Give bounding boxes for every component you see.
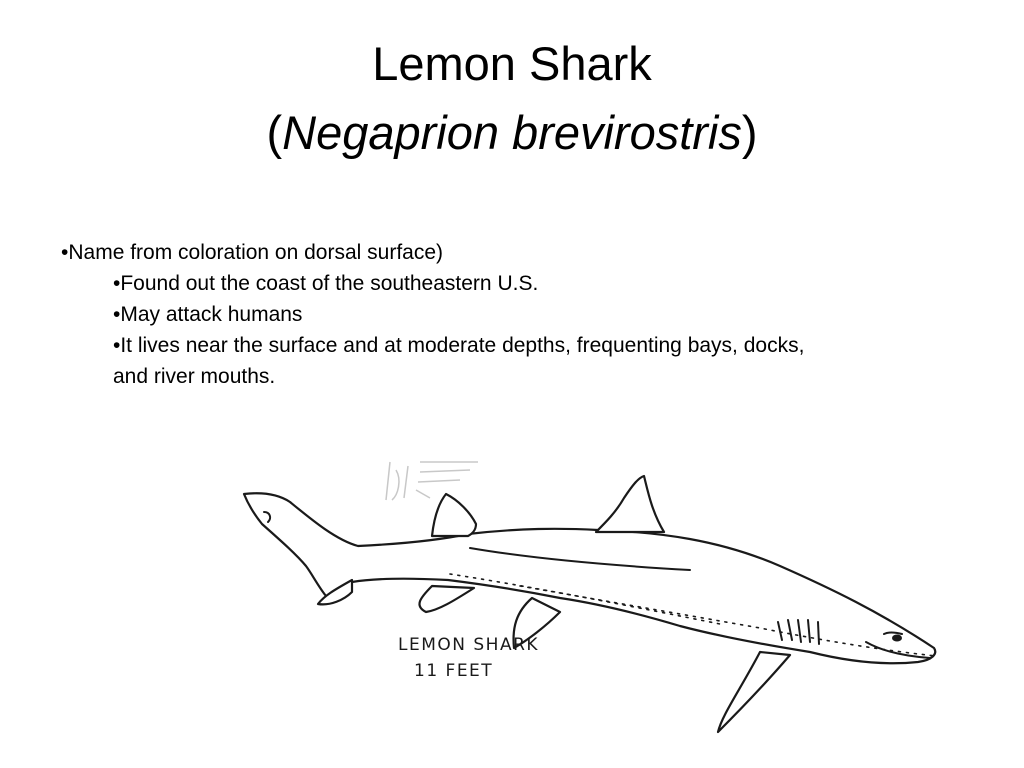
- illustration-label: LEMON SHARK: [398, 635, 540, 655]
- bullet-range: •Found out the coast of the southeastern U.S.: [113, 272, 539, 295]
- illustration-length-label: 11 FEET: [414, 661, 494, 681]
- lemon-shark-illustration: [236, 452, 946, 742]
- pectoral-fin: [718, 652, 790, 732]
- first-dorsal-fin: [596, 476, 664, 532]
- bullet-habitat-continued: and river mouths.: [113, 365, 276, 388]
- bullet-attacks: •May attack humans: [113, 303, 303, 326]
- scientific-name: Negaprion brevirostris: [282, 106, 742, 159]
- slide-title: Lemon Shark: [372, 37, 652, 90]
- open-paren: (: [266, 106, 283, 159]
- bullet-name-origin: •Name from coloration on dorsal surface): [61, 241, 444, 264]
- species-name: [0, 105, 1024, 161]
- faint-stamp-mark: [386, 462, 478, 500]
- close-paren: ): [741, 106, 758, 159]
- anal-fin: [419, 586, 474, 612]
- shark-eye: [892, 635, 902, 642]
- second-dorsal-fin: [432, 494, 476, 536]
- bullet-habitat: •It lives near the surface and at moderate depths, frequenting bays, docks,: [113, 334, 805, 357]
- shark-body: [244, 493, 935, 663]
